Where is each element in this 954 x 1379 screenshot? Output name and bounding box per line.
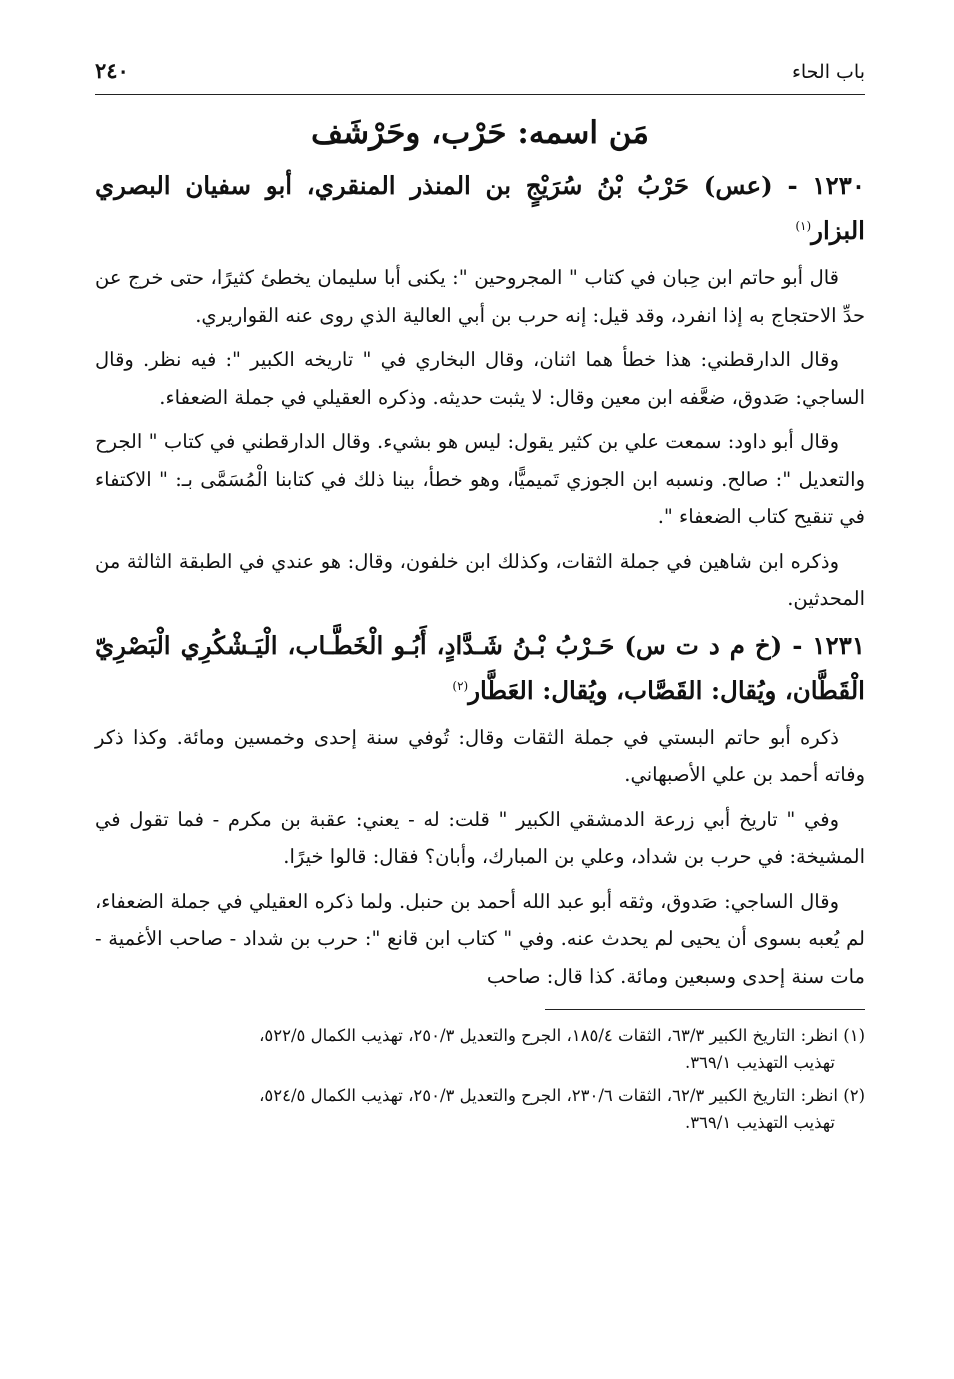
entry-paragraph: وذكره ابن شاهين في جملة الثقات، وكذلك ابن خلفون، وقال: هو عندي في الطبقة الثالثة من المحدثين. xyxy=(95,549,865,611)
entry-heading xyxy=(95,165,865,251)
footnote-divider xyxy=(545,1009,865,1010)
footnote-continuation: تهذيب التهذيب ٣٦٩/١. xyxy=(684,1053,835,1073)
entry-heading xyxy=(95,625,865,711)
footnote-text: (١) انظر: التاريخ الكبير ٦٣/٣، الثقات ١٨٥/٤، الجرح والتعديل ٢٥٠/٣، تهذيب الكمال ٥٢٢/٥، xyxy=(259,1026,865,1046)
footnote-text: (٢) انظر: التاريخ الكبير ٦٢/٣، الثقات ٢٣٠/٦، الجرح والتعديل ٢٥٠/٣، تهذيب الكمال ٥٢٤/٥، xyxy=(259,1086,865,1106)
section-heading: مَن اسمه: حَرْب، وحَرْشَف xyxy=(311,115,649,151)
biography-entry-1230 xyxy=(95,165,865,618)
footnote-ref: (٢) xyxy=(452,678,469,693)
footnote-1 xyxy=(95,1022,865,1076)
entry-paragraph: ذكره أبو حاتم البستي في جملة الثقات وقال: تُوفي سنة إحدى وخمسين ومائة. وكذا ذكر وفاته أحمد بن علي الأصبهاني. xyxy=(95,725,865,787)
chapter-title: باب الحاء xyxy=(791,61,865,83)
entry-paragraph: وفي " تاريخ أبي زرعة الدمشقي الكبير " قلت: له - يعني: عقبة بن مكرم - فما تقول في المشيخة: في حرب بن شداد، وعلي بن المبارك، وأبان؟ فقال: قالوا خيرًا. xyxy=(95,807,865,869)
running-header xyxy=(95,58,865,95)
biography-entry-1231 xyxy=(95,625,865,996)
entry-paragraph: قال أبو حاتم ابن حِبان في كتاب " المجروحين ": يكنى أبا سليمان يخطئ كثيرًا، حتى خرج عن حدِّ الاحتجاج به إذا انفرد، وقد قيل: إنه حرب بن أبي العالية الذي روى عنه القواريري. xyxy=(95,266,865,327)
entry-heading-text: ١٢٣٠ - (عس) حَرْبُ بْنُ سُرَيْجٍ بن المنذر المنقري، أبو سفيان البصري البزار xyxy=(95,171,865,246)
footnotes xyxy=(95,1022,865,1136)
footnote-2 xyxy=(95,1082,865,1136)
book-page xyxy=(95,58,865,1338)
entry-heading-text: ١٢٣١ - (خ م د ت س) حَـرْبُ بْـنُ شَـدَّادٍ، أَبُـو الْخَطَّـاب، الْيَـشْكُرِي الْبَصْرِيّ الْقَطَّان، ويُقال: القَصَّاب، ويُقال: العَطَّار xyxy=(95,630,865,705)
entry-paragraph: وقال الدارقطني: هذا خطأ هما اثنان، وقال البخاري في " تاريخه الكبير ": فيه نظر. وقال الساجي: صَدوق، ضعَّفه ابن معين وقال: لا يثبت حديثه. وذكره العقيلي في جملة الضعفاء. xyxy=(95,348,865,409)
footnote-continuation: تهذيب التهذيب ٣٦٩/١. xyxy=(684,1113,835,1133)
entry-paragraph: وقال الساجي: صَدوق، وثقه أبو عبد الله أحمد بن حنبل. ولما ذكره العقيلي في جملة الضعفاء، لم يُعبه بسوى أن يحيى لم يحدث عنه. وفي " كتاب ابن قانع ": حرب بن شداد - صاحب الأغمية - مات سنة إحدى وسبعين ومائة. كذا قال: صاحب xyxy=(95,889,865,988)
page-number: ٢٤٠ xyxy=(95,58,129,83)
entry-paragraph: وقال أبو داود: سمعت علي بن كثير يقول: ليس هو بشيء. وقال الدارقطني في كتاب " الجرح والتعديل ": صالح. ونسبه ابن الجوزي تَميميًّا، وهو خطأ، بينا ذلك في كتابنا الْمُسَمَّى بـ: " الاكتفاء في تنقيح كتاب الضعفاء ". xyxy=(95,430,865,529)
footnote-ref: (١) xyxy=(795,219,812,233)
